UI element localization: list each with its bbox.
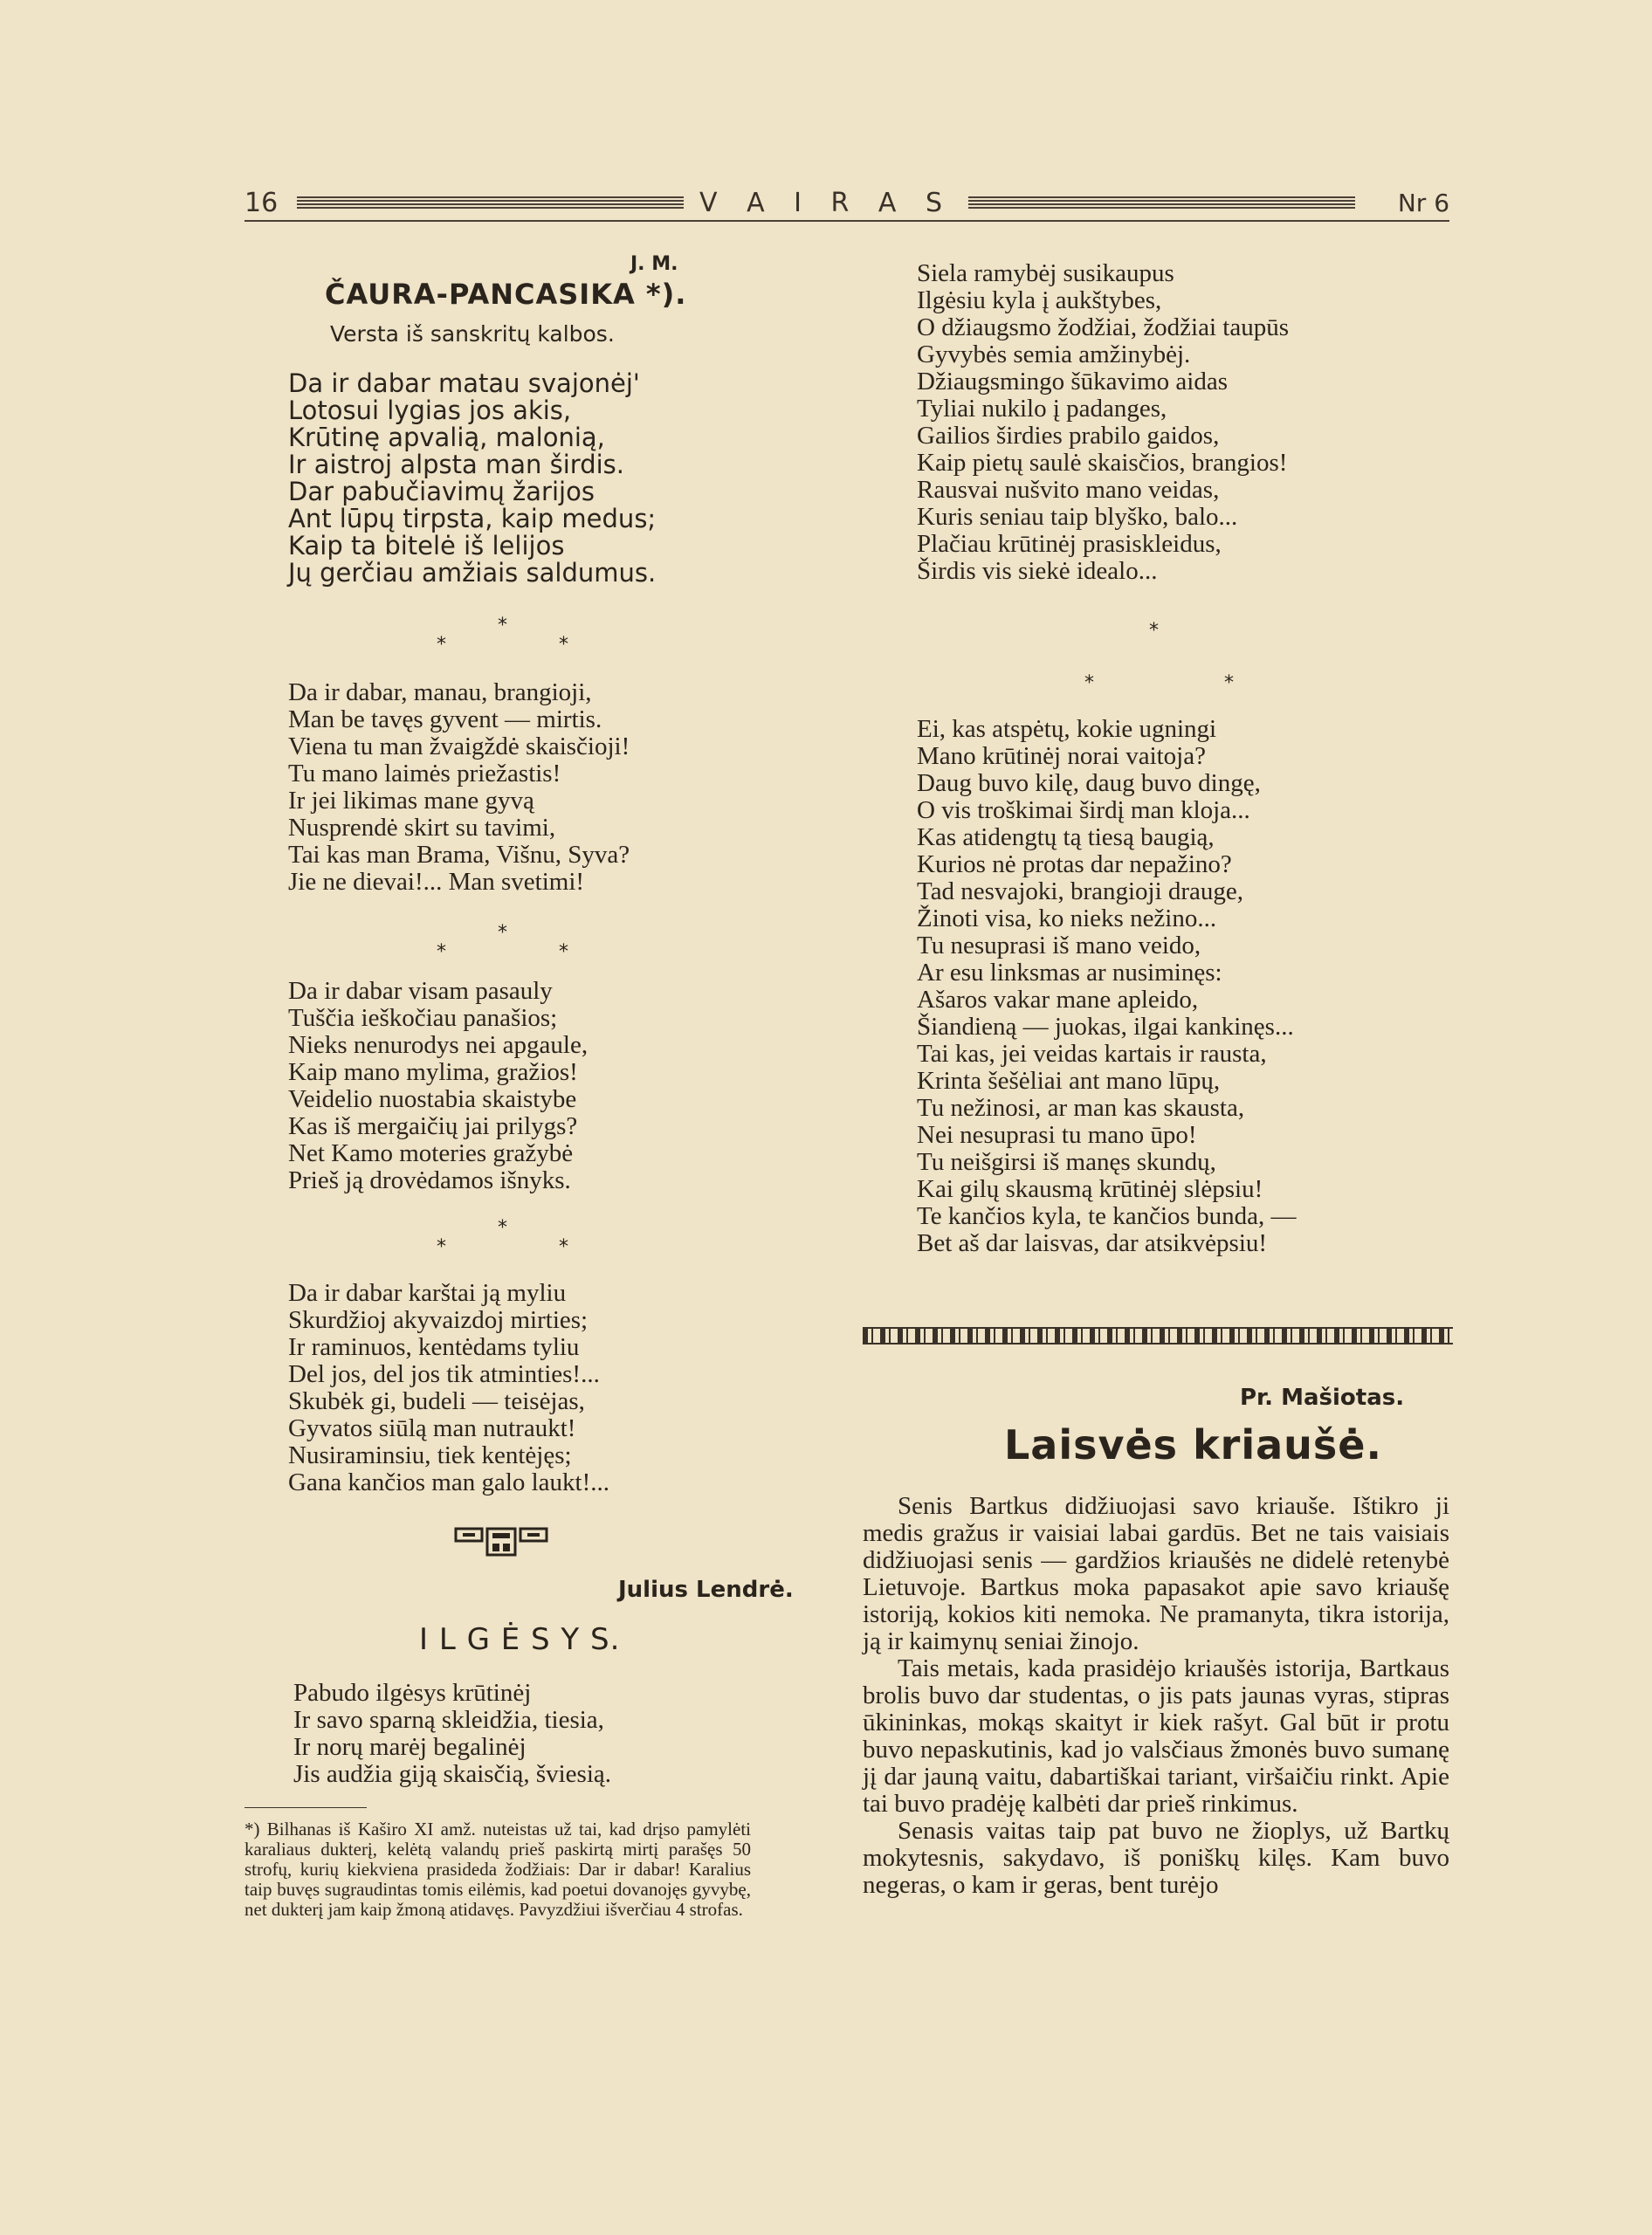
poem-line: Ir jei likimas mane gyvą <box>288 787 534 815</box>
poem-line: Ar esu linksmas ar nusiminęs: <box>917 959 1222 987</box>
poem1-author: J. M. <box>630 253 678 275</box>
poem-line: Kaip ta bitelė iš lelijos <box>288 531 565 560</box>
story-paragraph: Tais metais, kada prasidėjo kriaušės istorija, Bartkaus brolis buvo dar studentas, o jis pats jaunas vyras, stipras ūkininkas, mokąs skaityt ir kiek rašyt. Gal būt ir protu buvo nepaskutinis, kad jo valsčiaus žmonės buvo sumanę jį dar jauną vaitu, dabartiškai tariant, viršaičiu rinkt. Apie tai buvo pradėję kalbėti dar prieš rinkimus. <box>863 1654 1449 1818</box>
asterism <box>1070 620 1245 694</box>
poem-line: Džiaugsmingo šūkavimo aidas <box>917 368 1229 395</box>
poem-line: Žinoti visa, ko nieks nežino... <box>917 904 1217 932</box>
poem1-title: ČAURA-PANCASIKA *). <box>325 278 687 311</box>
asterism-star: * <box>1149 620 1159 642</box>
poem2-stanza-right-2 <box>917 716 1511 1257</box>
poem-line: Skurdžioj akyvaizdoj mirties; <box>288 1306 589 1334</box>
poem-line: Plačiau krūtinėj prasiskleidus, <box>917 530 1222 558</box>
poem-line: Net Kamo moteries gražybė <box>288 1139 574 1167</box>
asterism <box>419 1217 594 1261</box>
ornament-divider <box>454 1526 548 1558</box>
poem-line: Del jos, del jos tik atminties!... <box>288 1360 600 1388</box>
poem1-subtitle: Versta iš sanskritų kalbos. <box>330 321 615 347</box>
asterism-star: * <box>559 1236 568 1258</box>
poem-line: Jie ne dievai!... Man svetimi! <box>288 868 585 896</box>
asterism-star: * <box>559 634 568 656</box>
poem-line: Dar pabučiavimų žarijos <box>288 477 595 506</box>
poem-line: Tu nesuprasi iš mano veido, <box>917 932 1201 959</box>
poem-line: Tu mano laimės priežastis! <box>288 760 561 787</box>
header-rule-left <box>297 196 684 209</box>
poem2-author: Julius Lendrė. <box>618 1577 794 1603</box>
poem-line: Tyliai nukilo į padanges, <box>917 395 1167 423</box>
poem-line: Nusprendė skirt su tavimi, <box>288 814 556 842</box>
poem-line: Jis audžia giją skaisčią, šviesią. <box>293 1760 612 1788</box>
poem-line: Gailios širdies prabilo gaidos, <box>917 422 1220 450</box>
poem1-stanza-4 <box>288 1280 742 1496</box>
story-paragraph: Senis Bartkus didžiuojasi savo kriauše. Ištikro ji medis gražus ir vaisiai labai gardūs. Bet ne tais vaisiais didžiuojasi senis — gardžios kriaušės ne didelė retenybė Lietuvoje. Bartkus moka papasakot apie savo kriaušę istoriją, kokios kiti nemoka. Ne pramanyta, tikra istorija, ją ir kaimynų seniai žinojo. <box>863 1492 1449 1655</box>
asterism-star: * <box>437 1236 446 1258</box>
poem-line: Tu nežinosi, ar man kas skausta, <box>917 1094 1245 1122</box>
poem-line: Ir savo sparną skleidžia, tiesia, <box>293 1706 604 1734</box>
poem-line: Kurios nė protas dar nepažino? <box>917 850 1232 878</box>
poem-line: Kai gilų skausmą krūtinėj slėpsiu! <box>917 1175 1263 1203</box>
poem-line: Da ir dabar karštai ją myliu <box>288 1279 567 1307</box>
poem-line: Krinta šešėliai ant mano lūpų, <box>917 1067 1221 1095</box>
header-underline <box>244 220 1449 222</box>
poem-line: Ei, kas atspėtų, kokie ugningi <box>917 715 1217 743</box>
poem-line: Rausvai nušvito mano veidas, <box>917 476 1220 504</box>
poem-line: Širdis vis siekė idealo... <box>917 557 1158 585</box>
poem2-title: I L G Ė S Y S. <box>419 1622 621 1657</box>
story-author: Pr. Mašiotas. <box>1240 1385 1405 1411</box>
asterism-star: * <box>1084 672 1094 694</box>
poem-line: Gyvatos siūlą man nutraukt! <box>288 1414 576 1442</box>
poem-line: Tai kas man Brama, Višnu, Syva? <box>288 841 630 869</box>
poem-line: O vis troškimai širdį man kloja... <box>917 796 1250 824</box>
poem-line: Veidelio nuostabia skaistybe <box>288 1085 577 1113</box>
poem-line: Ilgėsiu kyla į aukštybes, <box>917 286 1162 314</box>
poem-line: Jų gerčiau amžiais saldumus. <box>288 558 657 588</box>
poem-line: Prieš ją drovėdamos išnyks. <box>288 1166 571 1194</box>
asterism <box>419 922 594 966</box>
poem-line: Tu neišgirsi iš manęs skundų, <box>917 1148 1216 1176</box>
footnote-rule <box>244 1807 367 1808</box>
poem-line: Da ir dabar matau svajonėj' <box>288 368 640 398</box>
story-paragraph: Senasis vaitas taip pat buvo ne žioplys, už Bartkų mokytesnis, sakydavo, iš poniškų kilęs. Kam buvo negeras, o kam ir geras, bent turėjo <box>863 1817 1449 1899</box>
poem-line: Man be tavęs gyvent — mirtis. <box>288 705 602 733</box>
poem-line: Gana kančios man galo laukt!... <box>288 1468 610 1496</box>
header-rule-right <box>968 196 1355 209</box>
poem-line: Siela ramybėj susikaupus <box>917 259 1174 287</box>
asterism-star: * <box>498 922 507 944</box>
poem-line: Nieks nenurodys nei apgaule, <box>288 1031 589 1059</box>
poem-line: Ir aistroj alpsta man širdis. <box>288 450 625 479</box>
poem-line: Kaip mano mylima, gražios! <box>288 1058 578 1086</box>
page-number: 16 <box>244 187 279 218</box>
poem-line: Te kančios kyla, te kančios bunda, — <box>917 1202 1297 1230</box>
story-title: Laisvės kriaušė. <box>1004 1421 1382 1468</box>
poem-line: Pabudo ilgėsys krūtinėj <box>293 1679 532 1707</box>
poem-line: Gyvybės semia amžinybėj. <box>917 340 1191 368</box>
asterism-star: * <box>437 634 446 656</box>
poem-line: Mano krūtinėj norai vaitoja? <box>917 742 1206 770</box>
asterism <box>419 615 594 658</box>
poem-line: Skubėk gi, budeli — teisėjas, <box>288 1387 585 1415</box>
poem-line: Nusiraminsiu, tiek kentėjęs; <box>288 1441 572 1469</box>
asterism-star: * <box>559 941 568 963</box>
poem-line: Ašaros vakar mane apleido, <box>917 986 1199 1014</box>
poem-line: Lotosui lygias jos akis, <box>288 395 572 425</box>
journal-title: V A I R A S <box>699 187 953 218</box>
poem2-stanza-right-1 <box>917 260 1511 585</box>
story-body <box>863 1493 1449 1899</box>
poem-line: Ant lūpų tirpsta, kaip medus; <box>288 504 657 533</box>
asterism-star: * <box>498 1217 507 1239</box>
poem-line: O džiaugsmo žodžiai, žodžiai taupūs <box>917 313 1290 341</box>
poem1-stanza-3 <box>288 978 742 1194</box>
footnote: *) Bilhanas iš Kaširo XI amž. nuteistas už tai, kad drįso pamylėti karaliaus dukterį, kelėtą valandų prieš paskirtą mirtį parašęs 50 strofų, kurių kiekviena prasideda žodžiais: Dar ir dabar! Karalius taip buvęs sugraudintas tomis eilėmis, kad poetui dovanojęs gyvybę, net dukterį jam kaip žmoną atidavęs. Pavyzdžiui išverčiau 4 strofas. <box>244 1819 751 1920</box>
asterism-star: * <box>1224 672 1234 694</box>
poem-line: Tuščia ieškočiau panašios; <box>288 1004 558 1032</box>
poem-line: Ir norų marėj begalinėj <box>293 1733 527 1761</box>
poem-line: Tad nesvajoki, brangioji drauge, <box>917 877 1244 905</box>
poem-line: Daug buvo kilę, daug buvo dingę, <box>917 769 1261 797</box>
poem-line: Nei nesuprasi tu mano ūpo! <box>917 1121 1197 1149</box>
poem-line: Krūtinę apvalią, malonią, <box>288 423 605 452</box>
asterism-star: * <box>498 615 507 636</box>
poem2-stanza-left <box>293 1680 747 1788</box>
poem-line: Kuris seniau taip blyško, balo... <box>917 503 1238 531</box>
poem1-stanza-1 <box>288 370 742 587</box>
ornament-bar <box>863 1327 1453 1344</box>
poem-line: Da ir dabar visam pasauly <box>288 977 553 1005</box>
issue-number: Nr 6 <box>1397 188 1450 217</box>
poem-line: Ir raminuos, kentėdams tyliu <box>288 1333 580 1361</box>
poem1-stanza-2 <box>288 679 742 896</box>
poem-line: Kaip pietų saulė skaisčios, brangios! <box>917 449 1288 477</box>
poem-line: Viena tu man žvaigždė skaisčioji! <box>288 732 630 760</box>
poem-line: Bet aš dar laisvas, dar atsikvėpsiu! <box>917 1229 1268 1257</box>
poem-line: Kas atidengtų tą tiesą baugią, <box>917 823 1215 851</box>
asterism-star: * <box>437 941 446 963</box>
poem-line: Kas iš mergaičių jai prilygs? <box>288 1112 578 1140</box>
running-header <box>244 185 1449 220</box>
poem-line: Tai kas, jei veidas kartais ir rausta, <box>917 1040 1267 1068</box>
poem-line: Šiandieną — juokas, ilgai kankinęs... <box>917 1013 1294 1041</box>
poem-line: Da ir dabar, manau, brangioji, <box>288 678 592 706</box>
